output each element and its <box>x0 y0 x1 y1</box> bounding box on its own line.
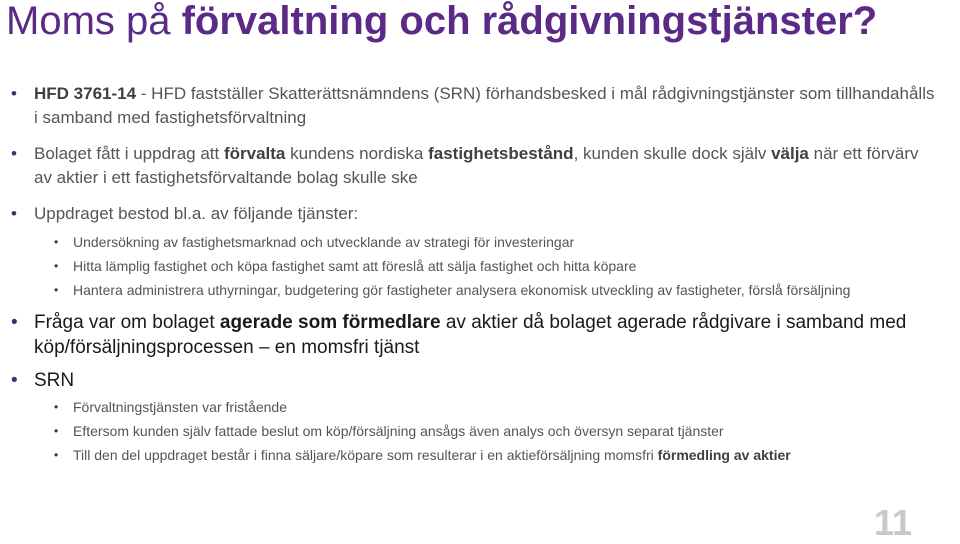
case-reference: HFD 3761-14 <box>34 84 137 103</box>
srn-sub-bullet-2 <box>0 419 950 443</box>
bullet-bolaget <box>0 142 940 190</box>
bold-segment: fastighetsbestånd <box>428 144 574 163</box>
bullet-text: - HFD fastställer Skatterättsnämndens (SRN) förhandsbesked i mål rådgivningstjänster som tillhandahålls i samband med fastighetsförvaltning <box>34 84 935 127</box>
sub-bullet-2 <box>0 254 950 278</box>
sub-bullet-text: Eftersom kunden själv fattade beslut om köp/försäljning ansågs även analys och översyn separat tjänster <box>73 423 724 439</box>
bold-segment: agerade som förmedlare <box>219 312 441 333</box>
srn-sub-bullet-3 <box>0 443 950 467</box>
slide-content <box>0 82 950 467</box>
bullet-srn <box>0 368 940 393</box>
bold-segment: välja <box>771 144 809 163</box>
bullet-hfd <box>0 82 940 130</box>
text-segment: , kunden skulle dock själv <box>573 144 772 163</box>
bullet-fraga <box>0 310 940 360</box>
title-part-bold: förvaltning och rådgivningstjänster? <box>181 0 878 43</box>
sub-bullet-text: Undersökning av fastighetsmarknad och utvecklande av strategi för investeringar <box>73 234 575 250</box>
sub-bullet-1 <box>0 230 950 254</box>
sub-bullet-3 <box>0 279 950 302</box>
sub-bullet-text: Hantera administrera uthyrningar, budgetering gör fastigheter analysera ekonomisk utveckling av fastigheter, förslå försäljning <box>73 282 851 298</box>
text-segment: Bolaget fått i uppdrag att <box>34 144 224 163</box>
sub-bullet-text: Hitta lämplig fastighet och köpa fastighet samt att föreslå att sälja fastighet och hitta köpare <box>73 258 637 274</box>
sub-bullet-text: Till den del uppdraget består i finna säljare/köpare som resulterar i en aktieförsäljning momsfri <box>73 447 658 463</box>
bold-segment: förvalta <box>223 144 286 163</box>
bullet-uppdraget <box>0 202 940 226</box>
srn-sub-bullet-1 <box>0 395 950 419</box>
bullet-text: SRN <box>34 370 75 391</box>
text-segment: kundens nordiska <box>285 144 429 163</box>
page-number: 11 <box>873 502 912 543</box>
slide-title <box>6 0 877 46</box>
text-segment: av aktier då bolaget agerade rådgivare i samband med köp/försäljningsprocessen – en momsfri tjänst <box>34 312 907 358</box>
text-segment: när ett förvärv av aktier i ett fastighetsförvaltande bolag skulle ske <box>34 144 919 187</box>
bullet-text: Uppdraget bestod bl.a. av följande tjänster: <box>34 204 359 223</box>
bold-segment: förmedling av aktier <box>657 447 791 463</box>
sub-bullet-text: Förvaltningstjänsten var fristående <box>73 399 287 415</box>
text-segment: Fråga var om bolaget <box>34 312 220 333</box>
title-part-regular: Moms på <box>6 0 182 43</box>
